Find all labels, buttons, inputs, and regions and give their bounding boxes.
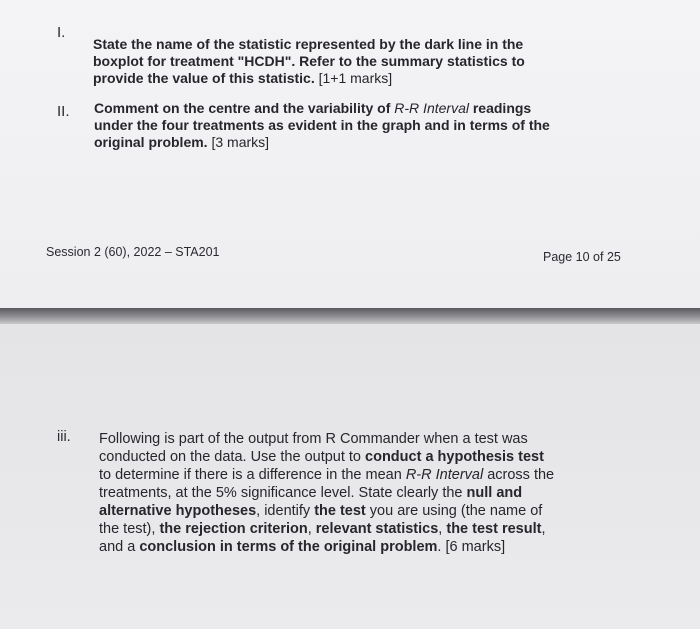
q3-line-5-b: , identify (256, 503, 311, 519)
q3-line-2-a: conducted on the data. Use the output to (99, 449, 361, 465)
q3-line-6 (99, 520, 679, 538)
q3-line-6-a: the test), (99, 521, 156, 537)
question-1-text (93, 36, 683, 87)
question-number: II. (57, 103, 70, 120)
page-divider (0, 308, 700, 324)
q1-line-2: boxplot for treatment "HCDH". Refer to the summary statistics to (93, 53, 525, 69)
q3-line-3-a: to determine if there is a difference in the mean (99, 467, 402, 483)
q3-line-2-b: conduct a hypothesis test (365, 449, 544, 465)
question-2-text (94, 100, 684, 151)
q3-line-1: Following is part of the output from R Commander when a test was (99, 431, 528, 447)
q3-line-5-d: you are using (the name of (369, 503, 543, 519)
q1-marks: [1+1 marks] (318, 70, 393, 86)
q3-line-6-b: the rejection criterion (159, 521, 308, 537)
q2-rr-interval: R-R Interval (394, 100, 469, 116)
q2-line-2: under the four treatments as evident in the graph and in terms of the (94, 117, 550, 133)
q3-line-6-g: , (541, 521, 546, 537)
q2-line-3 (94, 134, 684, 151)
q3-line-6-f: the test result (446, 521, 542, 537)
q2-marks: [3 marks] (211, 134, 270, 150)
q3-line-4-a: treatments, at the 5% significance level. State clearly the (99, 485, 463, 501)
q3-line-2 (99, 448, 679, 466)
q3-line-3-c: across the (487, 467, 555, 483)
q3-rr-interval: R-R Interval (405, 467, 484, 483)
q3-line-5-a: alternative hypotheses (99, 503, 257, 519)
q3-line-7-a: and a (99, 539, 136, 555)
q3-line-6-e: , (438, 521, 443, 537)
q3-line-7 (99, 538, 679, 556)
q3-line-7-c: . [6 marks] (437, 539, 506, 555)
q2-line-1 (94, 100, 684, 117)
q3-line-6-d: relevant statistics (315, 521, 439, 537)
q3-line-6-c: , (307, 521, 312, 537)
footer-page-number: Page 10 of 25 (543, 250, 621, 264)
q3-line-3 (99, 466, 679, 484)
q1-line-1: State the name of the statistic represented by the dark line in the (93, 36, 524, 52)
question-number: I. (57, 24, 66, 41)
question-number: iii. (57, 429, 71, 445)
q3-line-4-b: null and (466, 485, 523, 501)
q2-line-3-text: original problem. (94, 134, 208, 150)
footer-session: Session 2 (60), 2022 – STA201 (46, 245, 220, 259)
q1-line-3-text: provide the value of this statistic. (93, 70, 315, 86)
q3-line-5 (99, 502, 679, 520)
q3-line-4 (99, 484, 679, 502)
question-3-text (99, 430, 679, 556)
q2-line-1-c: readings (472, 100, 532, 116)
q3-line-7-b: conclusion in terms of the original problem (139, 539, 438, 555)
q1-line-3 (93, 70, 683, 87)
q3-line-5-c: the test (314, 503, 366, 519)
q2-line-1-a: Comment on the centre and the variability of (94, 100, 391, 116)
